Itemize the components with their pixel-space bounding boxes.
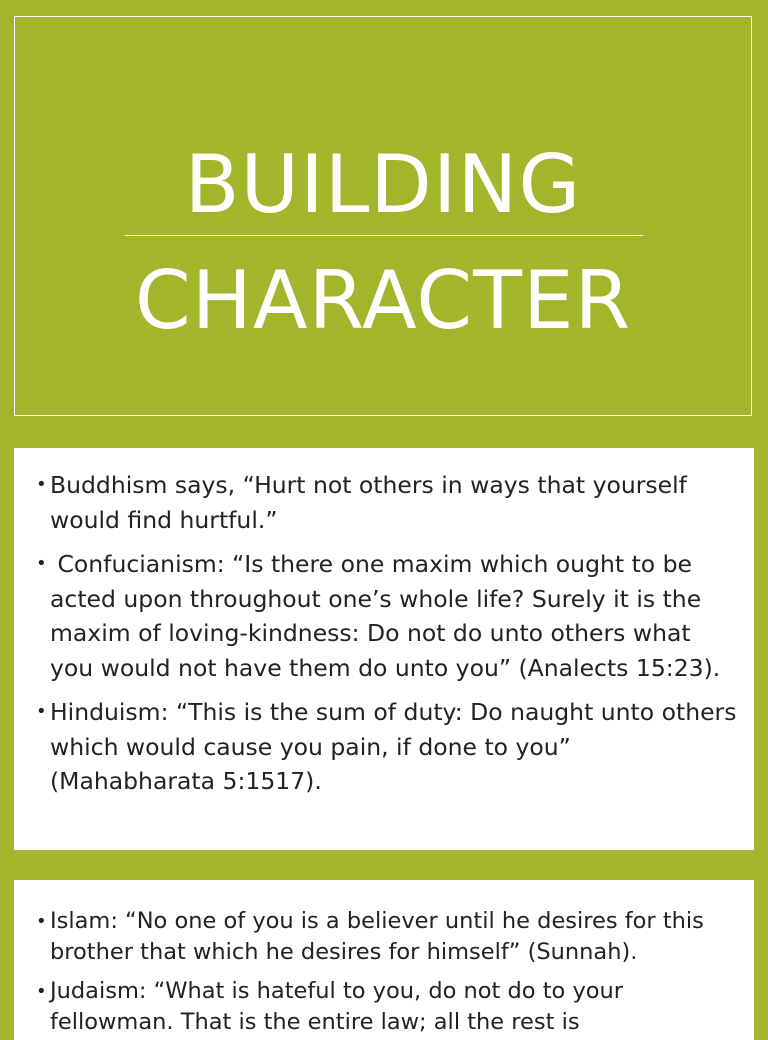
bullet-text: Buddhism says, “Hurt not others in ways that yourself would find hurtful.” bbox=[50, 471, 687, 534]
text-panel-1 bbox=[14, 448, 754, 850]
bullet-text: Judaism: “What is hateful to you, do not do to your fellowman. That is the entire law; all the rest is bbox=[50, 978, 624, 1035]
bullet-icon: • bbox=[36, 701, 47, 722]
text-panel-2 bbox=[14, 880, 754, 1040]
list-item-buddhism bbox=[36, 468, 740, 537]
bullet-text: Confucianism: “Is there one maxim which ought to be acted upon throughout one’s whole life? Surely it is the maxim of loving-kindness: Do not do unto others what you would not have them do unto you” (Analects 15:23). bbox=[50, 550, 721, 682]
list-item-judaism bbox=[36, 976, 740, 1038]
slide-title-line-1: BUILDING bbox=[184, 138, 582, 231]
bullet-icon: • bbox=[36, 474, 47, 495]
bullet-icon: • bbox=[36, 553, 47, 574]
list-item-islam bbox=[36, 906, 740, 968]
slide-title-line-2: CHARACTER bbox=[134, 254, 632, 347]
list-item-confucianism bbox=[36, 547, 740, 685]
list-item-hinduism bbox=[36, 695, 740, 799]
title-divider bbox=[125, 235, 643, 236]
bullet-text: Islam: “No one of you is a believer until he desires for this brother that which he desires for himself” (Sunnah). bbox=[50, 908, 704, 965]
title-slide bbox=[14, 16, 752, 416]
bullet-icon: • bbox=[36, 911, 47, 932]
bullet-icon: • bbox=[36, 981, 47, 1002]
bullet-text: Hinduism: “This is the sum of duty: Do naught unto others which would cause you pain, if done to you” (Mahabharata 5:1517). bbox=[50, 698, 737, 795]
